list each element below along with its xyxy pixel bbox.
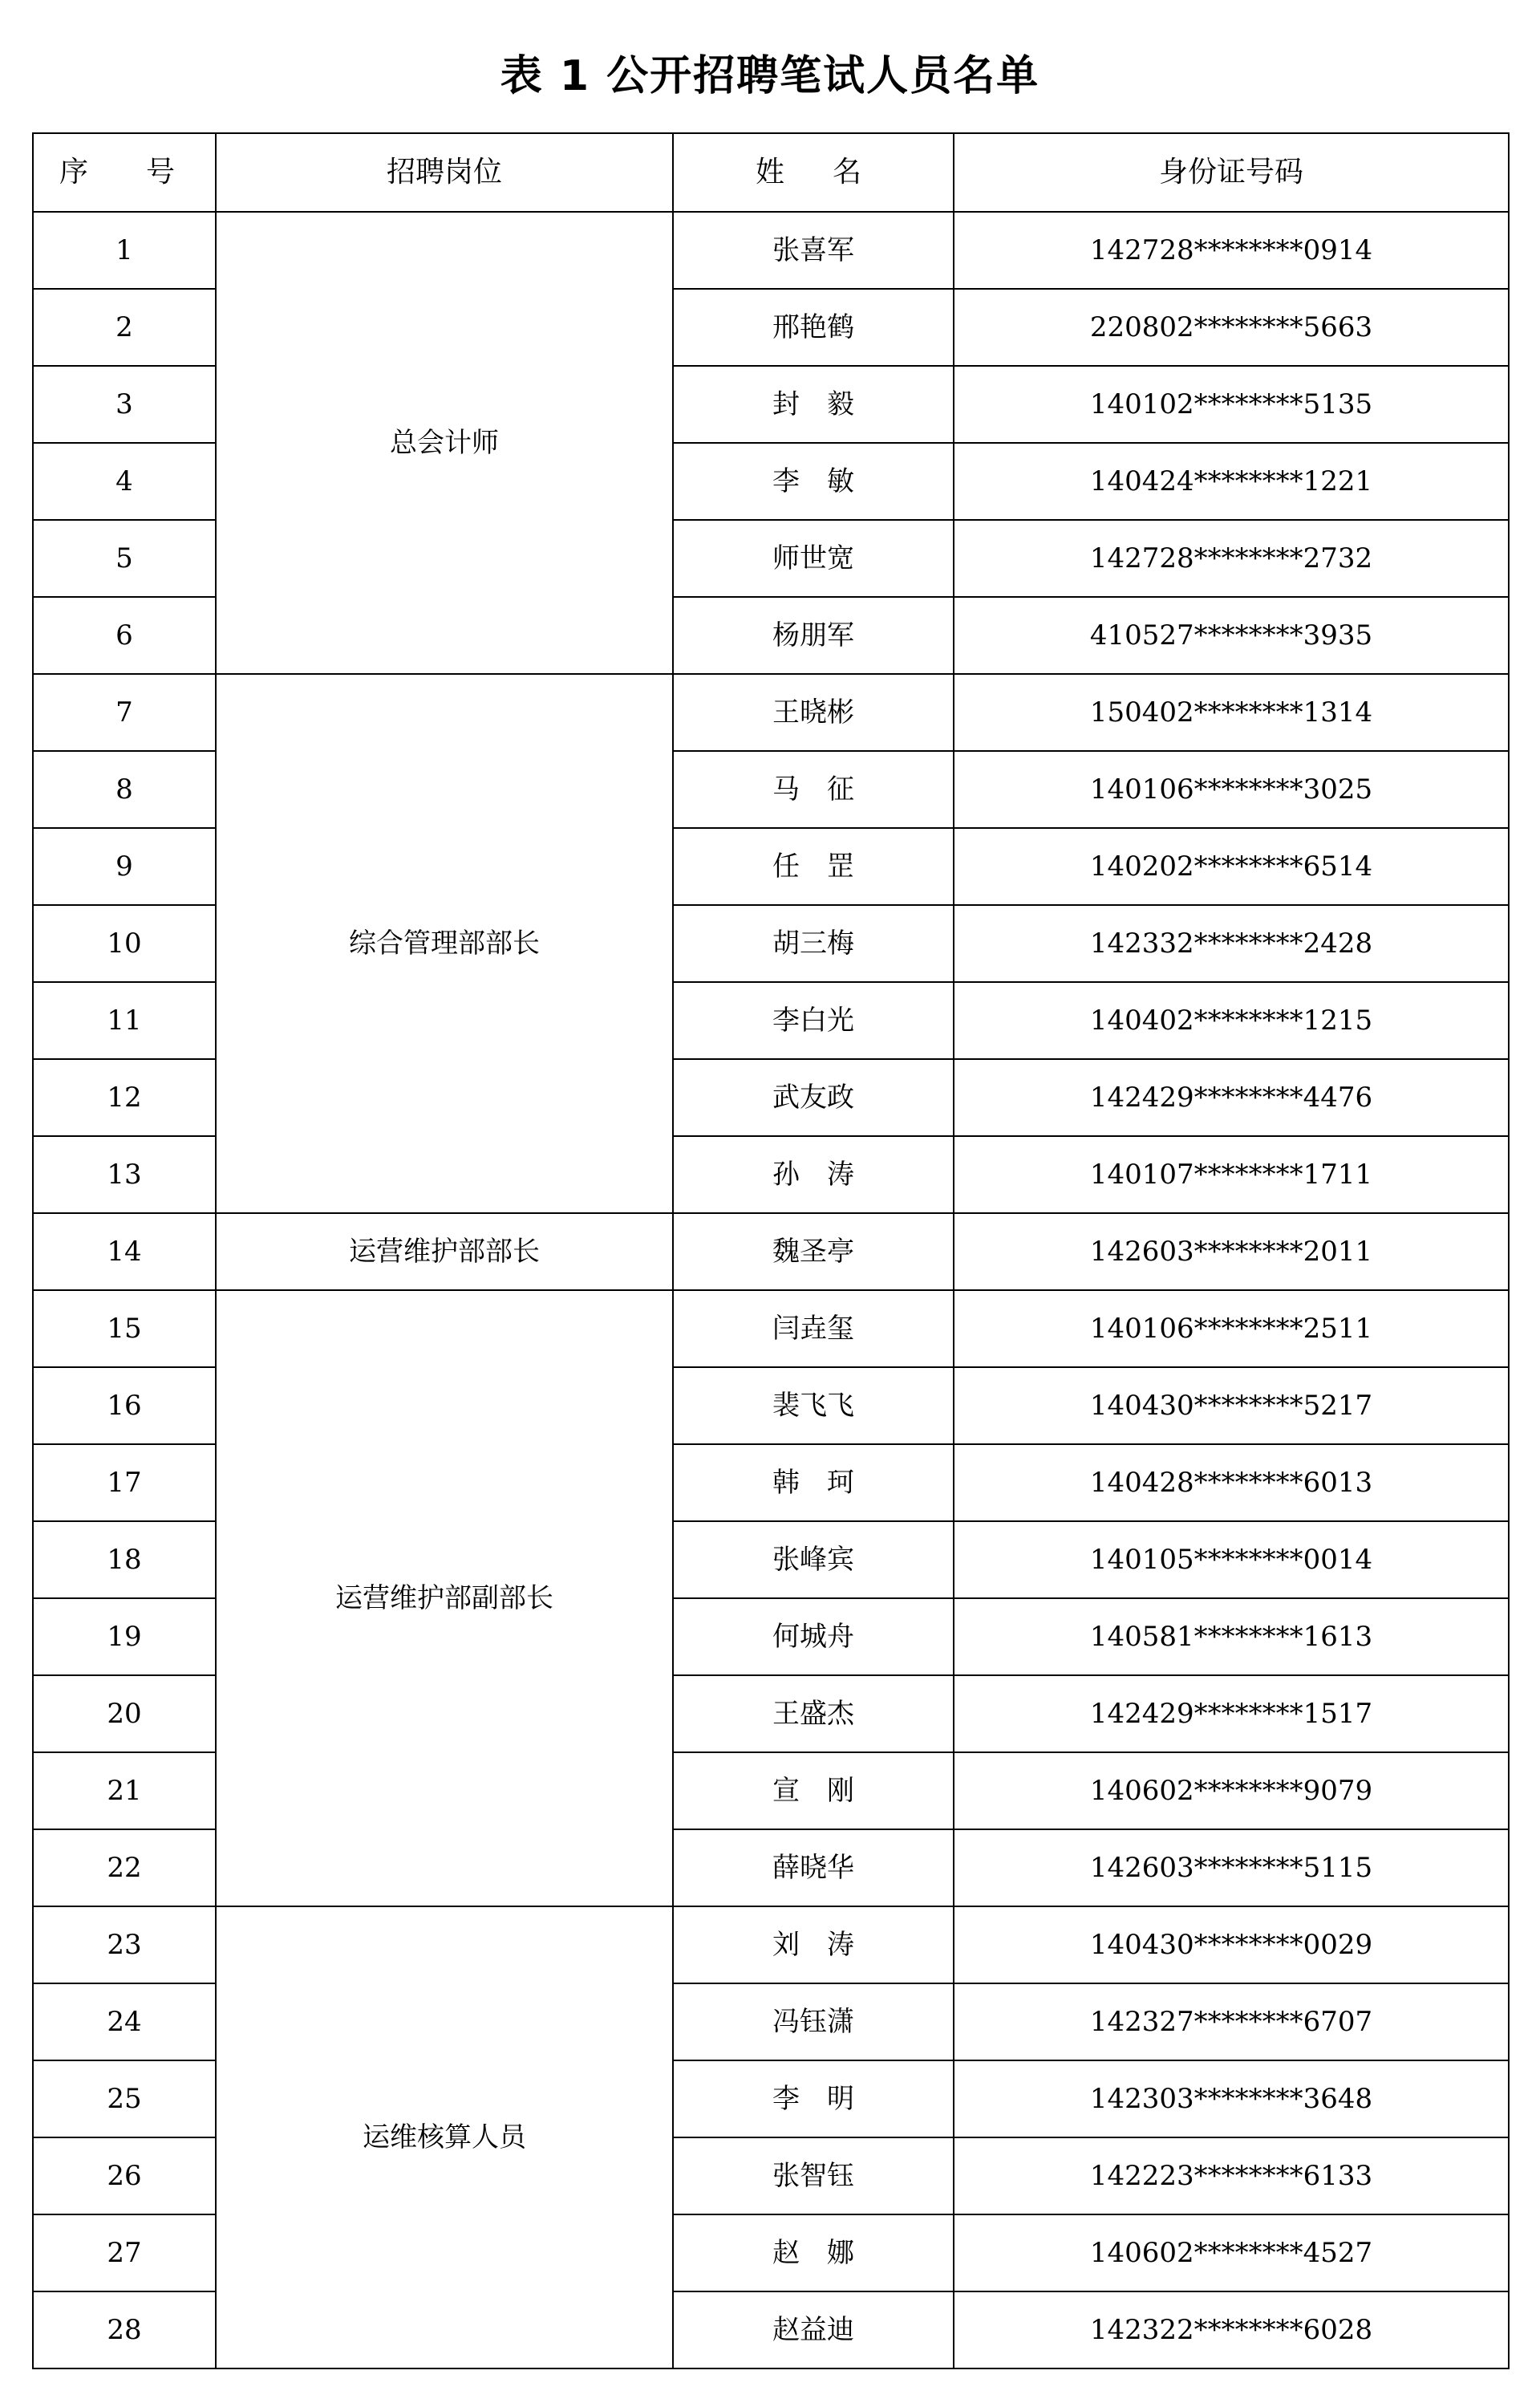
cell-id-number: 140106********3025 (954, 751, 1509, 828)
cell-index: 7 (33, 674, 216, 751)
cell-name: 孙 涛 (673, 1136, 954, 1213)
cell-post: 总会计师 (216, 212, 673, 674)
cell-index: 26 (33, 2137, 216, 2214)
cell-id-number: 142327********6707 (954, 1983, 1509, 2060)
cell-id-number: 140428********6013 (954, 1444, 1509, 1521)
cell-id-number: 142303********3648 (954, 2060, 1509, 2137)
table-header-row (33, 133, 1509, 212)
cell-id-number: 140430********5217 (954, 1367, 1509, 1444)
cell-id-number: 142429********1517 (954, 1675, 1509, 1752)
cell-index: 22 (33, 1829, 216, 1906)
cell-name: 薛晓华 (673, 1829, 954, 1906)
table-body (33, 212, 1509, 2368)
table-row (33, 212, 1509, 289)
cell-index: 4 (33, 443, 216, 520)
cell-id-number: 142322********6028 (954, 2291, 1509, 2368)
cell-index: 25 (33, 2060, 216, 2137)
cell-id-number: 142728********0914 (954, 212, 1509, 289)
cell-name: 赵 娜 (673, 2214, 954, 2291)
cell-name: 任 罡 (673, 828, 954, 905)
cell-index: 23 (33, 1906, 216, 1983)
cell-name: 闫垚玺 (673, 1290, 954, 1367)
cell-name: 何城舟 (673, 1598, 954, 1675)
cell-name: 武友政 (673, 1059, 954, 1136)
roster-table (32, 132, 1510, 2369)
cell-index: 24 (33, 1983, 216, 2060)
cell-name: 李白光 (673, 982, 954, 1059)
cell-index: 16 (33, 1367, 216, 1444)
cell-name: 师世宽 (673, 520, 954, 597)
cell-index: 1 (33, 212, 216, 289)
cell-id-number: 140602********9079 (954, 1752, 1509, 1829)
cell-index: 20 (33, 1675, 216, 1752)
cell-name: 杨朋军 (673, 597, 954, 674)
cell-name: 赵益迪 (673, 2291, 954, 2368)
cell-index: 11 (33, 982, 216, 1059)
cell-name: 王盛杰 (673, 1675, 954, 1752)
cell-name: 邢艳鹤 (673, 289, 954, 366)
cell-name: 李 明 (673, 2060, 954, 2137)
cell-id-number: 220802********5663 (954, 289, 1509, 366)
cell-name: 魏圣亭 (673, 1213, 954, 1290)
roster-table-container (32, 132, 1508, 2369)
cell-id-number: 150402********1314 (954, 674, 1509, 751)
cell-id-number: 140602********4527 (954, 2214, 1509, 2291)
cell-index: 10 (33, 905, 216, 982)
cell-index: 6 (33, 597, 216, 674)
cell-index: 15 (33, 1290, 216, 1367)
table-row (33, 674, 1509, 751)
column-header-post: 招聘岗位 (216, 133, 673, 212)
cell-index: 27 (33, 2214, 216, 2291)
cell-index: 21 (33, 1752, 216, 1829)
cell-id-number: 140102********5135 (954, 366, 1509, 443)
cell-index: 9 (33, 828, 216, 905)
cell-post: 运营维护部副部长 (216, 1290, 673, 1906)
cell-name: 张喜军 (673, 212, 954, 289)
cell-name: 张峰宾 (673, 1521, 954, 1598)
cell-name: 裴飞飞 (673, 1367, 954, 1444)
cell-name: 宣 刚 (673, 1752, 954, 1829)
cell-name: 胡三梅 (673, 905, 954, 982)
cell-name: 刘 涛 (673, 1906, 954, 1983)
cell-index: 14 (33, 1213, 216, 1290)
column-header-id: 身份证号码 (954, 133, 1509, 212)
cell-id-number: 142603********2011 (954, 1213, 1509, 1290)
cell-index: 8 (33, 751, 216, 828)
cell-id-number: 142603********5115 (954, 1829, 1509, 1906)
cell-id-number: 140430********0029 (954, 1906, 1509, 1983)
cell-index: 17 (33, 1444, 216, 1521)
cell-index: 5 (33, 520, 216, 597)
cell-id-number: 142728********2732 (954, 520, 1509, 597)
cell-index: 13 (33, 1136, 216, 1213)
cell-post: 综合管理部部长 (216, 674, 673, 1213)
cell-index: 19 (33, 1598, 216, 1675)
page-title: 表 1 公开招聘笔试人员名单 (500, 52, 1040, 100)
cell-id-number: 140105********0014 (954, 1521, 1509, 1598)
cell-name: 李 敏 (673, 443, 954, 520)
cell-id-number: 140424********1221 (954, 443, 1509, 520)
cell-name: 马 征 (673, 751, 954, 828)
cell-id-number: 410527********3935 (954, 597, 1509, 674)
cell-id-number: 140581********1613 (954, 1598, 1509, 1675)
cell-id-number: 140202********6514 (954, 828, 1509, 905)
cell-index: 2 (33, 289, 216, 366)
cell-id-number: 140106********2511 (954, 1290, 1509, 1367)
column-header-index: 序 号 (33, 133, 216, 212)
table-row (33, 1290, 1509, 1367)
table-header (33, 133, 1509, 212)
cell-name: 张智钰 (673, 2137, 954, 2214)
cell-id-number: 142223********6133 (954, 2137, 1509, 2214)
table-row (33, 1213, 1509, 1290)
cell-index: 3 (33, 366, 216, 443)
cell-post: 运维核算人员 (216, 1906, 673, 2368)
cell-post: 运营维护部部长 (216, 1213, 673, 1290)
cell-name: 封 毅 (673, 366, 954, 443)
cell-index: 18 (33, 1521, 216, 1598)
cell-id-number: 140107********1711 (954, 1136, 1509, 1213)
cell-id-number: 140402********1215 (954, 982, 1509, 1059)
cell-index: 28 (33, 2291, 216, 2368)
table-row (33, 1906, 1509, 1983)
column-header-name: 姓 名 (673, 133, 954, 212)
cell-name: 王晓彬 (673, 674, 954, 751)
cell-index: 12 (33, 1059, 216, 1136)
cell-id-number: 142429********4476 (954, 1059, 1509, 1136)
cell-name: 韩 珂 (673, 1444, 954, 1521)
cell-name: 冯钰潇 (673, 1983, 954, 2060)
cell-id-number: 142332********2428 (954, 905, 1509, 982)
